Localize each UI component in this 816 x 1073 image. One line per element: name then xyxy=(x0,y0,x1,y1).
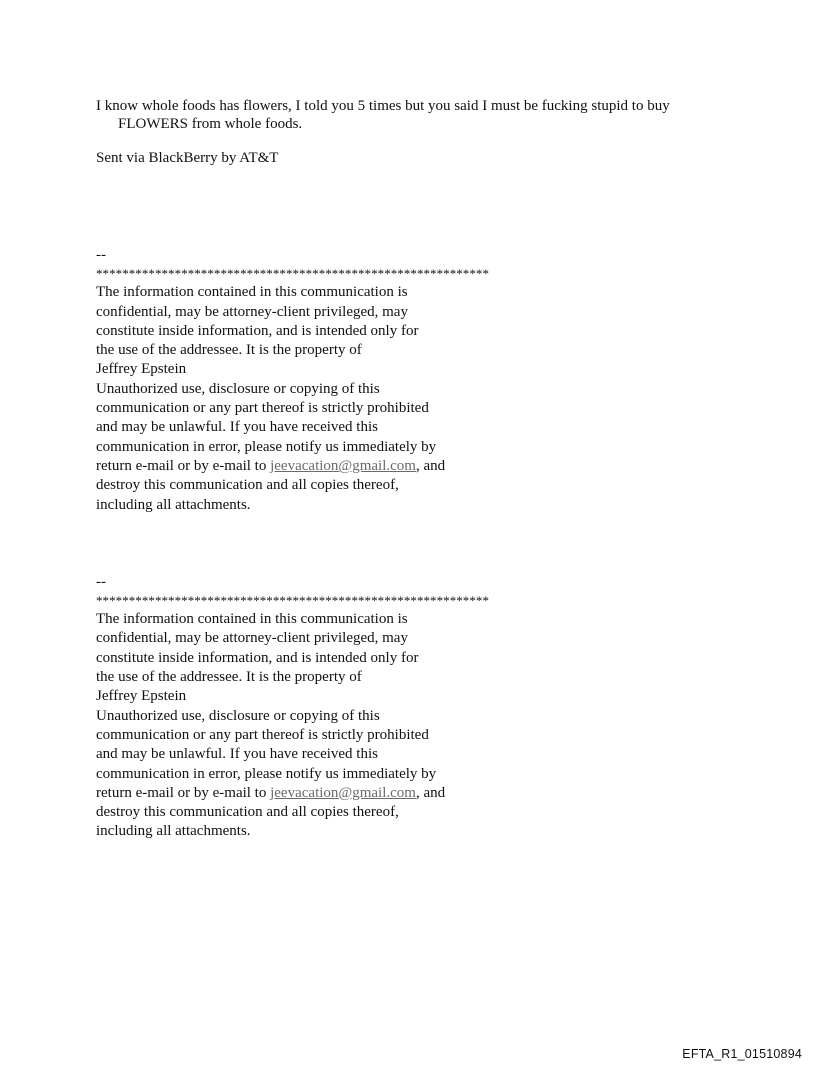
message-signature: Sent via BlackBerry by AT&T xyxy=(96,150,279,166)
disclaimer-line: Jeffrey Epstein xyxy=(96,688,187,705)
disclaimer-line: destroy this communication and all copies thereof, xyxy=(96,804,399,821)
disclaimer-line: constitute inside information, and is intended only for xyxy=(96,322,419,339)
disclaimer-line: communication or any part thereof is strictly prohibited xyxy=(96,726,429,743)
email-prefix: return e-mail or by e-mail to xyxy=(96,784,271,801)
email-prefix: return e-mail or by e-mail to xyxy=(96,457,271,474)
disclaimer-line: The information contained in this communication is xyxy=(96,284,408,301)
asterisk-divider: ************************************************************ xyxy=(96,593,489,609)
disclaimer-line: communication or any part thereof is strictly prohibited xyxy=(96,400,429,417)
signature-separator: -- xyxy=(96,247,106,263)
disclaimer-line: communication in error, please notify us immediately by xyxy=(96,438,437,455)
message-body: I know whole foods has flowers, I told you 5 times but you said I must be fucking stupid to buy FLOWERS from whole foods. xyxy=(96,98,670,132)
disclaimer-block xyxy=(96,246,736,515)
disclaimer-email-line xyxy=(96,457,736,476)
disclaimer-line: and may be unlawful. If you have received this xyxy=(96,419,378,436)
disclaimer-line: the use of the addressee. It is the property of xyxy=(96,669,362,686)
email-document xyxy=(96,97,736,842)
disclaimer-line: destroy this communication and all copies thereof, xyxy=(96,477,399,494)
disclaimer-block xyxy=(96,573,736,842)
disclaimer-line: The information contained in this communication is xyxy=(96,611,408,628)
disclaimer-line: confidential, may be attorney-client privileged, may xyxy=(96,630,408,647)
disclaimer-line: constitute inside information, and is intended only for xyxy=(96,649,419,666)
asterisk-divider: ************************************************************ xyxy=(96,266,489,282)
email-suffix: , and xyxy=(415,457,446,474)
disclaimer-line: communication in error, please notify us immediately by xyxy=(96,765,437,782)
email-link[interactable]: jeevacation@gmail.com xyxy=(270,457,416,474)
email-link[interactable]: jeevacation@gmail.com xyxy=(270,784,416,801)
disclaimer-line: Unauthorized use, disclosure or copying of this xyxy=(96,707,380,724)
signature-separator: -- xyxy=(96,573,106,590)
disclaimer-line: and may be unlawful. If you have received this xyxy=(96,746,378,763)
disclaimer-line: Unauthorized use, disclosure or copying of this xyxy=(96,380,380,397)
disclaimer-line: the use of the addressee. It is the property of xyxy=(96,342,362,359)
email-suffix: , and xyxy=(415,784,446,801)
disclaimer-line: confidential, may be attorney-client privileged, may xyxy=(96,303,408,320)
disclaimer-line: Jeffrey Epstein xyxy=(96,361,187,378)
disclaimer-line: including all attachments. xyxy=(96,823,251,840)
disclaimer-email-line xyxy=(96,784,736,803)
bates-number: EFTA_R1_01510894 xyxy=(682,1047,802,1061)
disclaimer-line: including all attachments. xyxy=(96,496,251,513)
